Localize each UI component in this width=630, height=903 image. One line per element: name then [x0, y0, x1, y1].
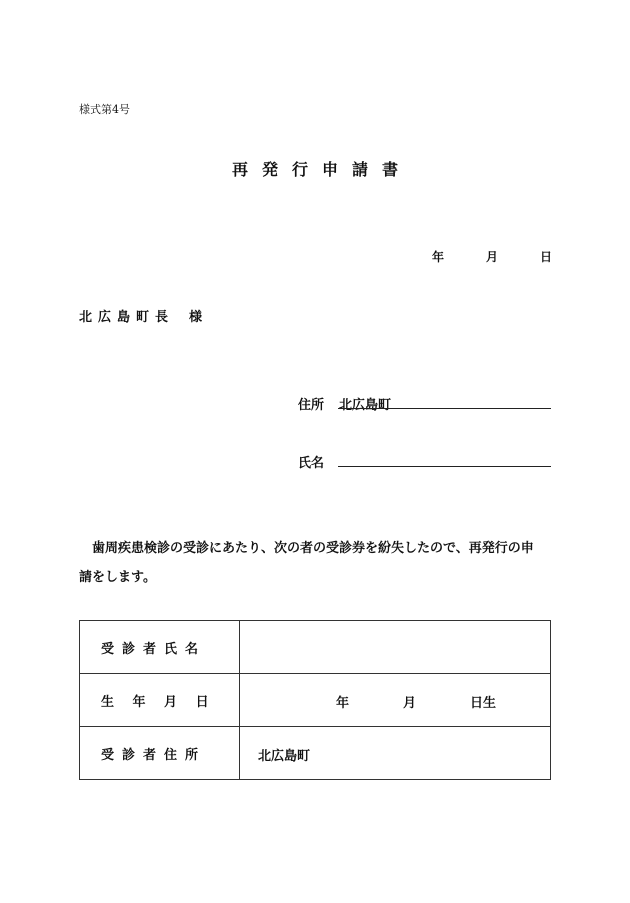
date-month-label: 月	[486, 250, 499, 264]
patient-address-label: 受診者住所	[80, 727, 240, 780]
patient-address-value: 北広島町	[258, 749, 311, 764]
table-row-dob	[80, 674, 551, 727]
table-row-address	[80, 727, 551, 780]
addressee-honorific: 様	[189, 310, 203, 325]
dob-label: 生 年 月 日	[80, 674, 240, 727]
patient-name-field[interactable]	[240, 621, 551, 674]
date-day-label: 日	[540, 250, 553, 264]
page-title: 再発行申請書	[231, 160, 412, 179]
body-text-line-2: 請をします。	[79, 570, 156, 585]
form-number: 様式第4号	[79, 103, 130, 116]
table-row-name	[80, 621, 551, 674]
name-label: 氏名	[298, 456, 325, 471]
body-text-line-1: 歯周疾患検診の受診にあたり、次の者の受診券を紛失したので、再発行の申	[92, 541, 534, 556]
addressee	[79, 306, 202, 325]
address-label: 住所	[298, 398, 325, 413]
dob-year-label: 年	[336, 696, 350, 711]
addressee-chief: 北広島町長	[79, 310, 175, 325]
address-underline	[338, 408, 551, 409]
address-field[interactable]: 北広島町	[339, 398, 392, 413]
name-underline	[338, 466, 551, 467]
dob-day-label: 日生	[470, 696, 497, 711]
dob-month-label: 月	[403, 696, 417, 711]
patient-address-field[interactable]	[240, 727, 551, 780]
patient-name-label: 受診者氏名	[80, 621, 240, 674]
dob-field[interactable]	[240, 674, 551, 727]
patient-info-table	[79, 620, 551, 780]
date-year-label: 年	[432, 250, 445, 264]
